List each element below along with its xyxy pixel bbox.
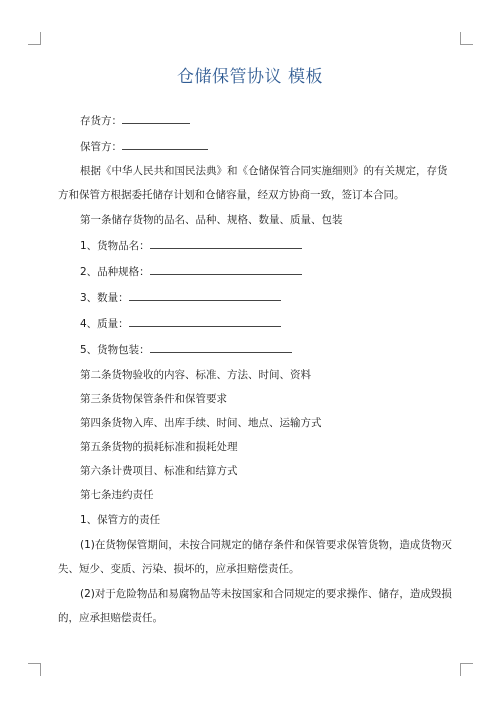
goods-name-blank [150, 239, 302, 249]
intro-line-1: 根据《中华人民共和国民法典》和《仓储保管合同实施细则》的有关规定，存货 [80, 165, 448, 177]
item-spec: 2、品种规格： [58, 265, 443, 278]
subsection-custodian-liability: 1、保管方的责任 [80, 514, 161, 526]
article-2: 第二条货物验收的内容、标准、方法、时间、资料 [80, 369, 311, 381]
spec-blank [150, 265, 302, 275]
depositor-blank [122, 114, 190, 124]
crop-mark-bottom-left [28, 663, 41, 676]
document-body [58, 110, 452, 624]
clause-2-line-1: (2)对于危险物品和易腐物品等未按国家和合同规定的要求操作、储存，造成毁损 [80, 588, 452, 600]
clause-1-line-2: 失、短少、变质、污染、损坏的，应承担赔偿责任。 [58, 563, 300, 575]
item-packaging: 5、货物包装： [58, 343, 443, 356]
crop-mark-top-left [28, 32, 41, 45]
article-4: 第四条货物入库、出库手续、时间、地点、运输方式 [80, 417, 322, 429]
crop-mark-top-right [460, 32, 473, 45]
document-title: 仓储保管协议 模板 [177, 67, 323, 87]
item-quantity: 3、数量： [58, 291, 443, 304]
quantity-blank [129, 291, 281, 301]
crop-mark-bottom-right [460, 663, 473, 676]
party-depositor: 存货方： [58, 114, 443, 127]
item-goods-name: 1、货物品名： [58, 239, 443, 252]
article-3: 第三条货物保管条件和保管要求 [80, 393, 227, 405]
quality-blank [129, 317, 281, 327]
article-7: 第七条违约责任 [80, 489, 154, 501]
clause-1-line-1: (1)在货物保管期间，未按合同规定的储存条件和保管要求保管货物，造成货物灭 [80, 539, 452, 551]
intro-line-2: 方和保管方根据委托储存计划和仓储容量，经双方协商一致，签订本合同。 [58, 189, 405, 201]
custodian-blank [122, 140, 208, 150]
clause-2-line-2: 的，应承担赔偿责任。 [58, 612, 163, 624]
article-1: 第一条储存货物的品名、品种、规格、数量、质量、包装 [80, 214, 343, 226]
item-quality: 4、质量： [58, 317, 443, 330]
article-6: 第六条计费项目、标准和结算方式 [80, 465, 238, 477]
article-5: 第五条货物的损耗标准和损耗处理 [80, 441, 238, 453]
party-custodian: 保管方： [58, 140, 443, 153]
packaging-blank [150, 343, 292, 353]
